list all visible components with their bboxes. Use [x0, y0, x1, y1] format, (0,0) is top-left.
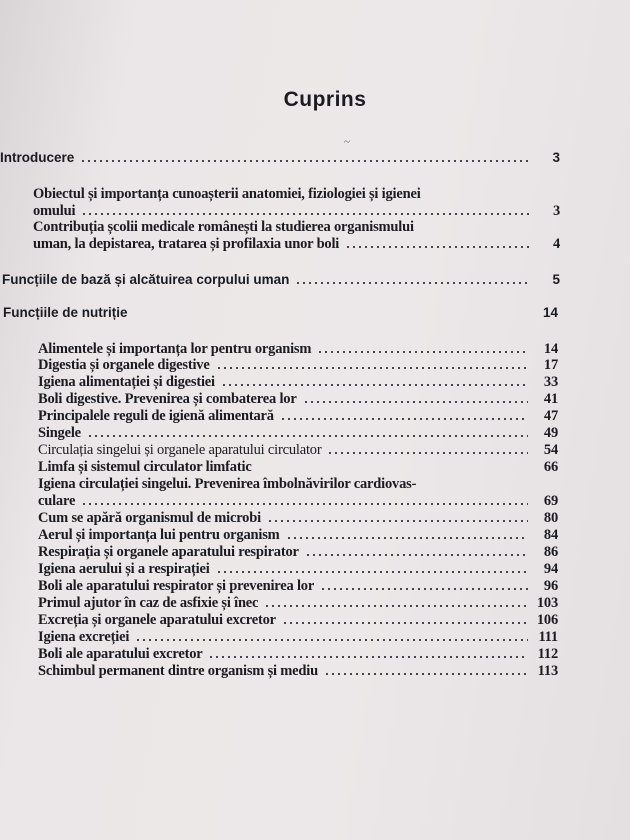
- toc-entry-title: Introducere: [0, 150, 75, 165]
- dot-leader: [320, 581, 528, 591]
- toc-entry: [38, 646, 558, 662]
- toc-entry-obiectul: [33, 203, 560, 219]
- dot-leader: [327, 445, 528, 455]
- dot-leader: [208, 649, 528, 659]
- toc-entry-page: 14: [543, 341, 558, 357]
- toc-entry: [38, 341, 558, 357]
- dot-leader: [280, 411, 528, 421]
- toc-entry-page: 113: [537, 663, 558, 679]
- toc-entry: [38, 493, 558, 509]
- toc-entry-line: Contribuția școlii medicale românești la studierea organismului: [33, 219, 414, 235]
- toc-entry-title: Alimentele și importanța lor pentru organism: [38, 341, 312, 357]
- toc-entry-title: omului: [33, 203, 76, 219]
- toc-entry: [38, 357, 558, 373]
- toc-entry: [38, 612, 558, 628]
- toc-entry-title: Cum se apără organismul de microbi: [38, 510, 261, 526]
- toc-entry-title: Singele: [38, 425, 81, 441]
- toc-entry-title: uman, la depistarea, tratarea și profilaxia unor boli: [33, 236, 340, 252]
- toc-entry-page: 17: [543, 357, 558, 373]
- toc-entry-page: 4: [552, 236, 560, 252]
- page-title: Cuprins: [283, 88, 367, 111]
- toc-entry: [38, 578, 558, 594]
- toc-entry-page: 5: [552, 272, 560, 287]
- toc-entry-page: 69: [543, 493, 558, 509]
- toc-entry: [38, 391, 558, 407]
- toc-entry-line: Igiena circulației singelui. Prevenirea îmbolnăvirilor cardiovas-: [38, 476, 417, 492]
- toc-entry-title: Schimbul permanent dintre organism și mediu: [38, 663, 318, 679]
- dot-leader: [303, 394, 528, 404]
- toc-entry-title: Funcțiile de nutriție: [3, 305, 128, 320]
- toc-entry-page: 54: [543, 442, 558, 458]
- toc-entry-title: culare: [38, 493, 76, 509]
- toc-entry-title: Igiena alimentației și digestiei: [38, 374, 215, 390]
- toc-entry-contributia: [33, 236, 560, 252]
- toc-entry-title: Aerul și importanța lui pentru organism: [38, 527, 280, 543]
- dot-leader: [345, 239, 530, 249]
- toc-entry-line: Obiectul și importanța cunoașterii anatomiei, fiziologiei și igienei: [33, 186, 421, 202]
- dot-leader: [324, 666, 528, 676]
- toc-entry-title: Funcțiile de bază și alcătuirea corpului uman: [2, 272, 290, 287]
- toc-entry-page: 94: [543, 561, 558, 577]
- toc-entry-title: Boli digestive. Prevenirea și combaterea lor: [38, 391, 297, 407]
- toc-entry-page: 66: [543, 459, 558, 475]
- dot-leader: [80, 153, 530, 163]
- toc-entry-title: Boli ale aparatului excretor: [38, 646, 203, 662]
- spacer: [258, 462, 528, 472]
- toc-entry: [38, 561, 558, 577]
- toc-entry-functiile-nutritie: [3, 305, 558, 321]
- dot-leader: [216, 360, 528, 370]
- toc-entry-page: 41: [543, 391, 558, 407]
- toc-entry-title: Primul ajutor în caz de asfixie și înec: [38, 595, 259, 611]
- toc-entry: [38, 408, 558, 424]
- dot-leader: [267, 513, 528, 523]
- toc-entry: [38, 595, 558, 611]
- dot-leader: [81, 206, 530, 216]
- dot-leader: [317, 344, 528, 354]
- dot-leader: [135, 632, 528, 642]
- dot-leader: [81, 496, 528, 506]
- toc-entry-page: 3: [552, 203, 560, 219]
- toc-entry-page: 103: [536, 595, 558, 611]
- toc-entry-page: 111: [538, 629, 558, 645]
- toc-entry-page: 86: [543, 544, 558, 560]
- toc-entry-page: 47: [543, 408, 558, 424]
- dot-leader: [286, 530, 528, 540]
- toc-entry-title: Igiena excreției: [38, 629, 130, 645]
- toc-entry: [38, 510, 558, 526]
- dot-leader: [295, 275, 530, 285]
- dot-leader: [221, 377, 528, 387]
- toc-entry-page: 3: [552, 150, 560, 165]
- toc-entry-page: 84: [543, 527, 558, 543]
- toc-entry-title: Principalele reguli de igienă alimentară: [38, 408, 274, 424]
- toc-entry-page: 14: [542, 305, 558, 320]
- dot-leader: [87, 428, 528, 438]
- toc-entry: [38, 374, 558, 390]
- toc-entry-title: Respirația și organele aparatului respirator: [38, 544, 299, 560]
- toc-entry-page: 80: [543, 510, 558, 526]
- toc-entry-title: Circulația singelui și organele aparatului circulator: [38, 442, 322, 458]
- toc-entry-title: Limfa și sistemul circulator limfatic: [38, 459, 252, 475]
- toc-entry-title: Boli ale aparatului respirator și prevenirea lor: [38, 578, 315, 594]
- toc-entry: [38, 527, 558, 543]
- dot-leader: [264, 598, 528, 608]
- dot-leader: [216, 564, 528, 574]
- print-mark: ~: [344, 136, 350, 148]
- toc-entry: [38, 425, 558, 441]
- toc-entry-functiile-baza: [2, 272, 560, 288]
- toc-entry-title: Igiena aerului și a respirației: [38, 561, 210, 577]
- toc-entry-title: Excreția și organele aparatului excretor: [38, 612, 276, 628]
- toc-entry-title: Digestia și organele digestive: [38, 357, 210, 373]
- toc-entry-page: 112: [537, 646, 558, 662]
- toc-entry-page: 49: [543, 425, 558, 441]
- spacer: [134, 308, 528, 318]
- toc-entry: [38, 459, 558, 475]
- toc-entry-introducere: [0, 150, 560, 166]
- toc-entry: [38, 629, 558, 645]
- toc-entry: [38, 442, 558, 458]
- dot-leader: [305, 547, 528, 557]
- toc-entry: [38, 663, 558, 679]
- toc-entry-page: 96: [543, 578, 558, 594]
- toc-entry-page: 106: [536, 612, 558, 628]
- toc-entry: [38, 544, 558, 560]
- toc-entry-page: 33: [543, 374, 558, 390]
- dot-leader: [282, 615, 528, 625]
